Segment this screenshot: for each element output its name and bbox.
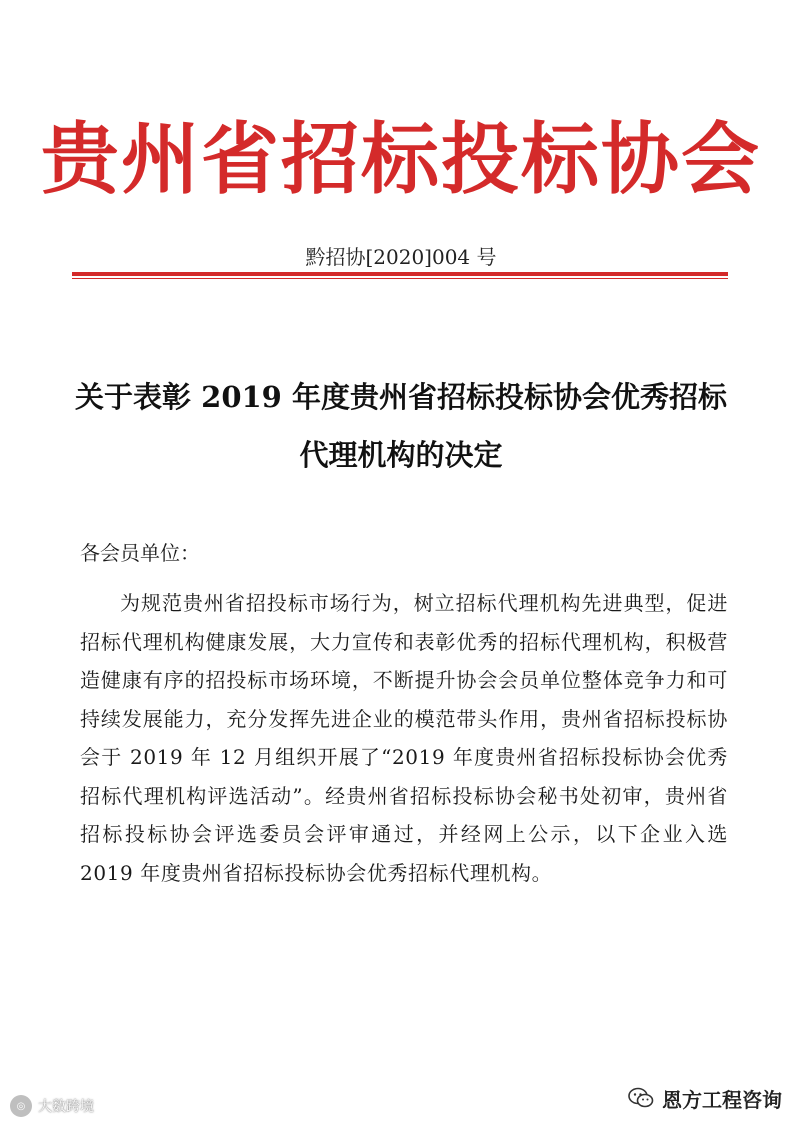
wechat-icon bbox=[628, 1087, 654, 1109]
title-line-1: 关于表彰 2019 年度贵州省招标投标协会优秀招标 bbox=[75, 380, 727, 414]
organization-masthead: 贵州省招标投标协会 bbox=[40, 114, 761, 205]
watermark-logo-icon: ◎ bbox=[10, 1095, 32, 1117]
body-paragraph: 为规范贵州省招投标市场行为，树立招标代理机构先进典型，促进招标代理机构健康发展，大力宣传和表彰优秀的招标代理机构，积极营造健康有序的招投标市场环境，不断提升协会会员单位整体竞争力和可持续发展能力，充分发挥先进企业的模范带头作用，贵州省招标投标协会于 2019 年 12 月组织开展了“2019 年度贵州省招标投标协会优秀招标代理机构评选活动”。经贵州省招标投标协会秘书处初审，贵州省招标投标协会评选委员会评审通过，并经网上公示，以下企业入选 2019 年度贵州省招标投标协会优秀招标代理机构。 bbox=[80, 591, 728, 885]
account-watermark bbox=[628, 1082, 782, 1114]
document-title bbox=[60, 368, 742, 484]
header-divider bbox=[72, 272, 728, 276]
watermark-label: 大数跨境 bbox=[38, 1099, 94, 1115]
salutation: 各会员单位： bbox=[80, 541, 200, 565]
document-number: 黔招协[2020]004 号 bbox=[305, 245, 497, 269]
title-line-2: 代理机构的决定 bbox=[299, 438, 503, 472]
header-divider-thin bbox=[72, 278, 728, 279]
source-watermark bbox=[10, 1092, 94, 1120]
account-name: 恩方工程咨询 bbox=[662, 1087, 782, 1112]
